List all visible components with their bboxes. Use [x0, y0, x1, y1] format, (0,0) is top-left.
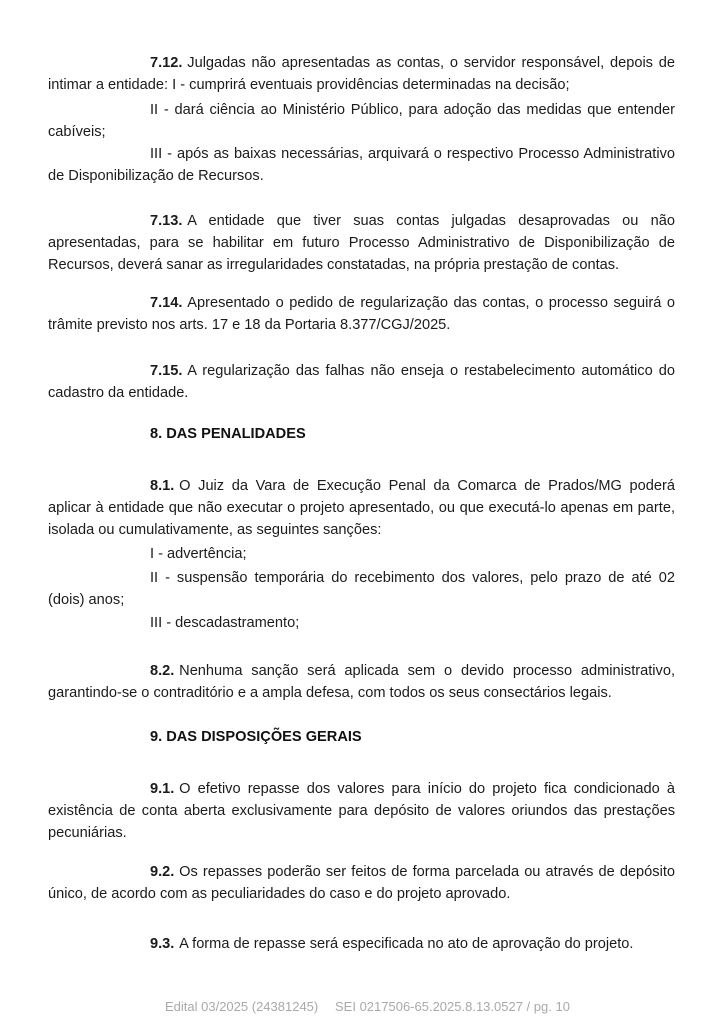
paragraph-item-ii-suspensao	[48, 567, 675, 611]
clause-number: 9.1.	[150, 781, 175, 797]
clause-text: A entidade que tiver suas contas julgadas desaprovadas ou não apresentadas, para se habilitar em futuro Processo Administrativo de Disponibilização de Recursos, deverá sanar as irregularidades constatadas, na própria prestação de contas.	[48, 213, 675, 273]
paragraph-9-2	[48, 861, 675, 905]
clause-text: O efetivo repasse dos valores para início do projeto fica condicionado à existência de conta aberta exclusivamente para depósito de valores oriundos das prestações pecuniárias.	[48, 781, 675, 841]
paragraph-8-2	[48, 660, 675, 704]
clause-number: 7.13.	[150, 213, 183, 229]
clause-number: 9.3.	[150, 936, 175, 952]
paragraph-9-1	[48, 778, 675, 844]
section-heading-disposicoes-gerais	[48, 726, 675, 748]
paragraph-item-iii-descadastramento	[48, 612, 675, 634]
clause-text: Julgadas não apresentadas as contas, o servidor responsável, depois de intimar a entidade: I - cumprirá eventuais providências determinadas na decisão;	[48, 55, 675, 93]
clause-text: I - advertência;	[150, 546, 247, 562]
clause-text: Apresentado o pedido de regularização das contas, o processo seguirá o trâmite previsto nos arts. 17 e 18 da Portaria 8.377/CGJ/2025.	[48, 295, 675, 333]
clause-text: III - após as baixas necessárias, arquivará o respectivo Processo Administrativo de Disponibilização de Recursos.	[48, 146, 675, 184]
footer-sei-reference: SEI 0217506-65.2025.8.13.0527 / pg. 10	[335, 999, 570, 1014]
paragraph-7-12	[48, 52, 675, 96]
paragraph-item-iii	[48, 143, 675, 187]
clause-number: 7.15.	[150, 363, 183, 379]
clause-text: O Juiz da Vara de Execução Penal da Comarca de Prados/MG poderá aplicar à entidade que não executar o projeto apresentado, ou que executá-lo apenas em parte, isolada ou cumulativamente, as seguintes sanções:	[48, 478, 675, 538]
paragraph-7-14	[48, 292, 675, 336]
paragraph-7-15	[48, 360, 675, 404]
clause-text: II - dará ciência ao Ministério Público, para adoção das medidas que entender cabíveis;	[48, 102, 675, 140]
clause-text: Nenhuma sanção será aplicada sem o devido processo administrativo, garantindo-se o contraditório e a ampla defesa, com todos os seus consectários legais.	[48, 663, 675, 701]
footer-edital-reference: Edital 03/2025 (24381245)	[165, 999, 319, 1014]
paragraph-7-13	[48, 210, 675, 276]
clause-number: 8.2.	[150, 663, 175, 679]
document-body	[48, 52, 675, 955]
clause-text: III - descadastramento;	[150, 615, 300, 631]
section-heading-text: 8. DAS PENALIDADES	[150, 426, 306, 442]
clause-text: A forma de repasse será especificada no ato de aprovação do projeto.	[179, 936, 634, 952]
section-heading-penalidades	[48, 423, 675, 445]
clause-number: 9.2.	[150, 864, 175, 880]
paragraph-item-i	[48, 543, 675, 565]
clause-text: II - suspensão temporária do recebimento dos valores, pelo prazo de até 02 (dois) anos;	[48, 570, 675, 608]
clause-text: A regularização das falhas não enseja o restabelecimento automático do cadastro da entidade.	[48, 363, 675, 401]
clause-number: 8.1.	[150, 478, 175, 494]
clause-number: 7.14.	[150, 295, 183, 311]
clause-number: 7.12.	[150, 55, 183, 71]
clause-text: Os repasses poderão ser feitos de forma parcelada ou através de depósito único, de acordo com as peculiaridades do caso e do projeto aprovado.	[48, 864, 675, 902]
paragraph-8-1	[48, 475, 675, 541]
paragraph-9-3	[48, 933, 675, 955]
paragraph-item-ii	[48, 99, 675, 143]
section-heading-text: 9. DAS DISPOSIÇÕES GERAIS	[150, 729, 362, 745]
